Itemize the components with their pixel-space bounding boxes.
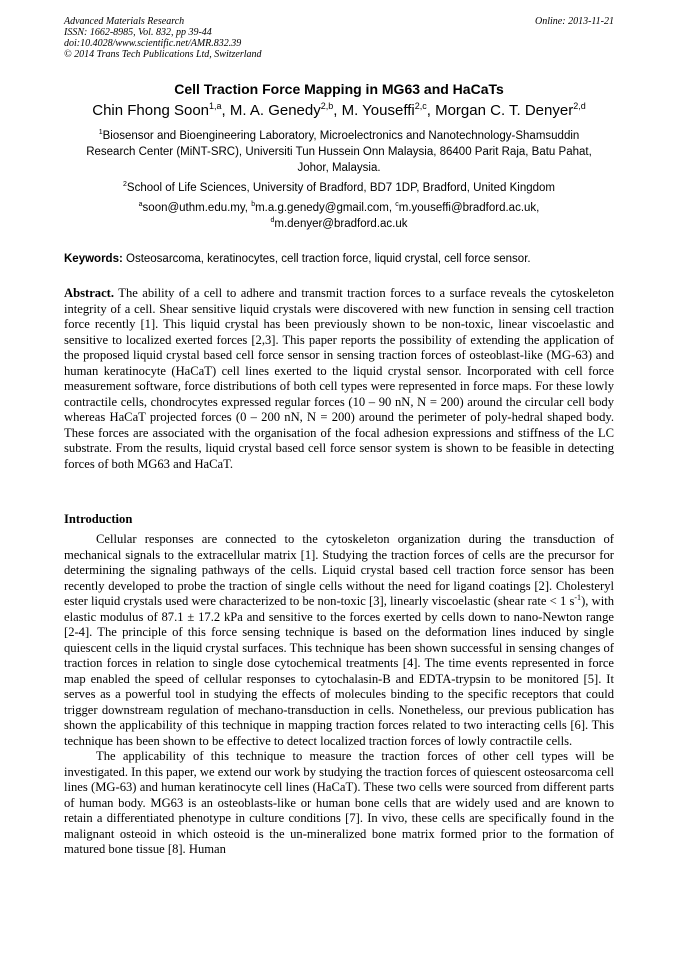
journal-name: Advanced Materials Research (64, 16, 185, 27)
email-link[interactable]: m.denyer@bradford.ac.uk (274, 218, 408, 230)
paragraph-text: ), with elastic modulus of 87.1 ± 17.2 kPa and sensitive to the forces exerted by cells down to nano-Newton range [2-4]. The principle of this force sensing technique is based on the deformation lines induced by single quiescent cells in the liquid crystal surfaces. This technique has been shown successful in sensing changes of traction forces in relation to single dose cytochemical treatments [4]. The time events represented in force map enabled the speed of cellular responses to cytochalasin-B and EDTA-trypsin to be monitored [5]. It serves as a powerful tool in studying the effects of molecules binding to the specific receptors that could trigger downstream regulation of mechano-transduction in cells. Nonetheless, our previous publication has shown the applicability of this technique in mapping traction forces related to two interacting cells [6]. This technique has been shown to be effective to detect localized traction forces of lowly contractile cells. (64, 594, 614, 748)
email-mark: a (138, 201, 143, 208)
paragraph-text: Cellular responses are connected to the cytoskeleton organization during the transduction of mechanical signals to the extracellular matrix [1]. Studying the traction forces of cells are the precursor for determining the signaling pathways of the cells. Liquid crystal based cell traction force sensor has been recently developed to probe the traction of single cells without the need for ligand coatings [2]. Cholesteryl ester liquid crystals used were characterized to be non-toxic [3], linearly viscoelastic (shear rate < 1 s (64, 532, 614, 608)
author-affiliation-mark: 2,b (320, 101, 334, 111)
keywords-text: Osteosarcoma, keratinocytes, cell traction force, liquid crystal, cell force sensor. (126, 253, 531, 265)
author-name: Chin Fhong Soon (92, 102, 209, 119)
unit-exponent: -1 (574, 593, 582, 602)
email-mark: b (251, 201, 256, 208)
author-name: M. Youseffi (341, 102, 415, 119)
email-link[interactable]: m.a.g.genedy@gmail.com, (255, 202, 393, 214)
abstract (64, 286, 614, 472)
abstract-text: The ability of a cell to adhere and transmit traction forces to a surface reveals the cytoskeleton integrity of a cell. Shear sensitive liquid crystals were discovered with new function in sensing cell traction force recently [1]. This liquid crystal has been previously shown to be non-toxic, linear viscoelastic and sensitive to localized exerted forces [2,3]. This paper reports the possibility of extending the application of the proposed liquid crystal based cell force sensor in sensing traction forces of osteoblast-like (MG-63) and human keratinocyte (HaCaT) cell lines exerted to the liquid crystal sensor. Incorporated with cell force measurement software, force distributions of both cell types were represented in force maps. For these lowly contractile cells, chondrocytes expressed regular forces (10 – 90 nN, N = 200) around the circular cell body whereas HaCaT projected forces (0 – 200 nN, N = 200) around the perimeter of poly-hedral shaped body. These forces are associated with the organisation of the focal adhesion expressions and stiffness of the LC substrate. From the results, liquid crystal based cell force sensor system is shown to be feasible in detecting forces of both MG63 and HaCaT. (64, 286, 614, 471)
email-link[interactable]: soon@uthm.edu.my, (142, 202, 248, 214)
paragraph (64, 532, 614, 749)
affiliation-2 (74, 180, 604, 196)
author-name: Morgan C. T. Denyer (435, 102, 574, 119)
affiliation-mark: 1 (98, 129, 103, 136)
author-name: M. A. Genedy (229, 102, 321, 119)
keywords (64, 251, 624, 267)
issn-line: ISSN: 1662-8985, Vol. 832, pp 39-44 (64, 27, 212, 38)
email-link[interactable]: m.youseffi@bradford.ac.uk, (398, 202, 540, 214)
affiliation-mark: 2 (123, 181, 127, 188)
author-affiliation-mark: 1,a (209, 101, 222, 111)
email-list (74, 200, 604, 232)
email-mark: c (395, 201, 399, 208)
online-date: Online: 2013-11-21 (535, 16, 614, 27)
affiliation-text: Biosensor and Bioengineering Laboratory, Microelectronics and Nanotechnology-Shamsuddin Research Center (MiNT-SRC), Universiti Tun Hussein Onn Malaysia, 86400 Parit Raja, Batu Pahat, Johor, Malaysia. (86, 130, 592, 174)
paper-title: Cell Traction Force Mapping in MG63 and HaCaTs (174, 81, 504, 97)
journal-meta (64, 16, 262, 60)
paragraph: The applicability of this technique to measure the traction forces of other cell types will be investigated. In this paper, we extend our work by studying the traction forces of quiescent osteosarcoma cell lines (MG-63) and human keratinocyte cell lines (HaCaT). These two cells were sourced from different parts of human body. MG63 is an osteoblasts-like or human bone cells that are widely used and are known to retain a differentiated phenotype in culture conditions [7]. In vivo, these cells are specifically found in the malignant osteoid in which osteoid is the un-mineralized bone matrix formed prior to the formation of matured bone tissue [8]. Human (64, 749, 614, 856)
introduction-body (64, 532, 614, 858)
affiliation-text: School of Life Sciences, University of Bradford, BD7 1DP, Bradford, United Kingdom (126, 182, 555, 194)
section-heading-introduction: Introduction (64, 512, 133, 526)
author-affiliation-mark: 2,d (573, 101, 586, 111)
abstract-label: Abstract. (64, 286, 115, 300)
author-list: Chin Fhong Soon$^{1,a}$, M. A. Genedy$^{2,b}$, M. Youseffi$^{2,c}$, Morgan C. T. Denyer$^{2,d}$ (92, 101, 586, 119)
email-mark: d (270, 217, 275, 224)
affiliation-1 (74, 128, 604, 176)
doi-line: doi:10.4028/www.scientific.net/AMR.832.39 (64, 38, 242, 49)
author-affiliation-mark: 2,c (414, 101, 427, 111)
keywords-label: Keywords: (64, 253, 123, 265)
copyright-line: © 2014 Trans Tech Publications Ltd, Switzerland (64, 49, 262, 60)
